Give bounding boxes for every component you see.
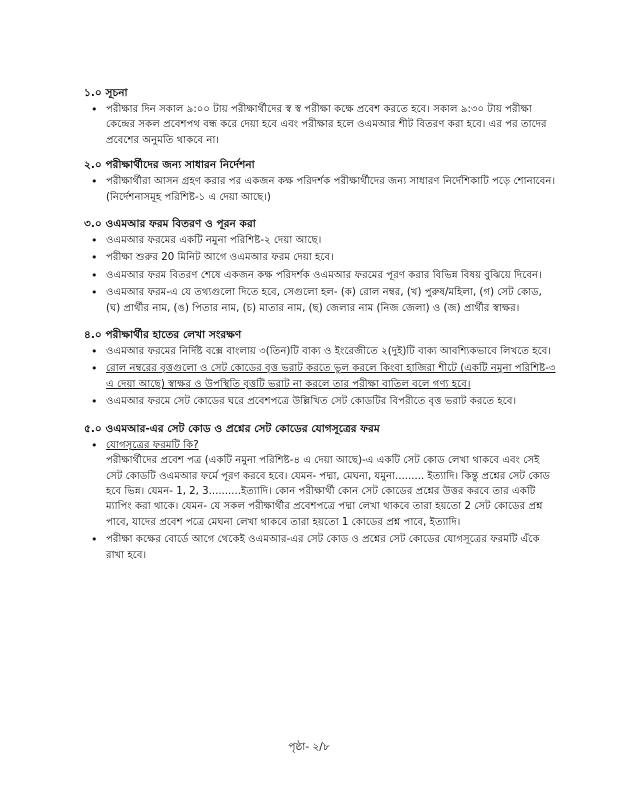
section-general-instructions	[84, 158, 558, 205]
bullet-list	[84, 233, 558, 316]
section-heading: ৫.০ ওএমআর-এর সেট কোড ও প্রশ্নের সেট কোডের যোগসূত্রের ফরম	[84, 422, 380, 435]
list-item: • পরীক্ষার্থীরা আসন গ্রহণ করার পর একজন কক্ষ পরিদর্শক পরীক্ষার্থীদের জন্য সাধারণ নির্দেশিকাটি পড়ে শোনাবেন। (নির্দেশনাসমূহ পরিশিষ্ট-১ এ দেয়া আছে।)	[84, 174, 558, 205]
bullet-list	[84, 438, 558, 563]
section-heading: ১.০ সূচনা	[84, 87, 128, 99]
list-item: • ওএমআর ফরম-এ যে তথ্যগুলো দিতে হবে, সেগুলো হল- (ক) রোল নম্বর, (খ) পুরুষ/মহিলা, (গ) সেট কোড, (ঘ) প্রার্থীর নাম, (ঙ) পিতার নাম, (চ) মাতার নাম, (ছ) জেলার নাম (নিজ জেলা) ও (জ) প্রার্থীর স্বাক্ষর।	[84, 285, 558, 316]
section-heading: ২.০ পরীক্ষার্থীদের জন্য সাধারন নির্দেশনা	[84, 159, 255, 172]
bullet-list	[84, 102, 558, 148]
list-item: • ওএমআর ফরমে সেট কোডের ঘরে প্রবেশপত্রে উল্লিখিত সেট কোডটির বিপরীতে বৃত্ত ভরাট করতে হবে।	[84, 394, 558, 409]
list-item-text: পরীক্ষার্থীদের প্রবেশ পত্র (একটি নমুনা পরিশিষ্ট-৪ এ দেয়া আছে)-এ একটি সেট কোড লেখা থাকবে এবং সেই সেট কোডটি ওএমআর ফর্মে পূরণ করবে হবে। যেমন- পদ্মা, মেঘনা, যমুনা......... ইত্যাদি। কিন্তু প্রশ্নের সেট কোড হবে ভিন্ন। যেমন- 1, 2, 3..........ইত্যাদি। কোন পরীক্ষার্থী কোন সেট কোডের প্রশ্নের উত্তর করবে তার একটি ম্যাপিং করা থাকে। যেমন- যে সকল পরীক্ষার্থীর প্রবেশপত্রে পদ্মা লেখা থাকবে তারা হয়তো 2 সেট কোডের প্রশ্ন পাবে, যাদের প্রবেশ পত্রে মেঘনা লেখা থাকবে তারা হয়তো 1 কোডের প্রশ্ন পাবে, ইত্যাদি।	[106, 455, 551, 528]
list-item: • পরীক্ষার দিন সকাল ৯:০০ টায় পরীক্ষার্থীদের স্ব স্ব পরীক্ষা কক্ষে প্রবেশ করতে হবে। সকাল ৯:৩০ টায় পরীক্ষা কেন্দ্রের সকল প্রবেশপথ বন্ধ করে দেয়া হবে এবং পরীক্ষার হলে ওএমআর শীট বিতরণ করা হবে। এর পর তাদের প্রবেশের অনুমতি থাকবে না।	[84, 102, 558, 148]
page-number: পৃষ্ঠা- ২/৮	[288, 741, 330, 753]
sub-heading: • যোগসূত্রের ফরমটি কি?	[106, 439, 199, 451]
list-item: • পরীক্ষা কক্ষের বোর্ডে আগে থেকেই ওএমআর-এর সেট কোড ও প্রশ্নের সেট কোডের যোগসূত্রের ফরমটি এঁকে রাখা হবে।	[84, 532, 558, 563]
list-item-underlined: • রোল নম্বরের বৃত্তগুলো ও সেট কোডের বৃত্ত ভরাট করতে ভুল করলে কিংবা হাজিরা শীটে (একটি নমুনা পরিশিষ্ট-৩ এ দেয়া আছে) স্বাক্ষর ও উপস্থিতি বৃত্তটি ভরাট না করলে তার পরীক্ষা বাতিল বলে গণ্য হবে।	[84, 361, 558, 392]
section-set-code-mapping	[84, 422, 558, 563]
section-handwriting	[84, 328, 558, 410]
list-item: • ওএমআর ফরমের একটি নমুনা পরিশিষ্ট-২ দেয়া আছে।	[84, 233, 558, 248]
section-heading: ৪.০ পরীক্ষার্থীর হাতের লেখা সংরক্ষণ	[84, 329, 242, 342]
bullet-list	[84, 344, 558, 410]
section-introduction	[84, 86, 558, 148]
list-item: • পরীক্ষা শুরুর 20 মিনিট আগে ওএমআর ফরম দেয়া হবে।	[84, 250, 558, 265]
section-omr-distribution	[84, 217, 558, 316]
list-item: • ওএমআর ফরমের নির্দিষ্ট বক্সে বাংলায় ৩(তিন)টি বাক্য ও ইংরেজীতে ২(দুই)টি বাক্য আবশ্যিকভাবে লিখতে হবে।	[84, 344, 558, 359]
list-item	[84, 438, 558, 530]
bullet-list	[84, 174, 558, 205]
section-heading: ৩.০ ওএমআর ফরম বিতরণ ও পূরন করা	[84, 218, 256, 231]
list-item: • ওএমআর ফরম বিতরণ শেষে একজন কক্ষ পরিদর্শক ওএমআর ফরমের পূরণ করার বিভিন্ন বিষয় বুঝিয়ে দিবেন।	[84, 268, 558, 283]
